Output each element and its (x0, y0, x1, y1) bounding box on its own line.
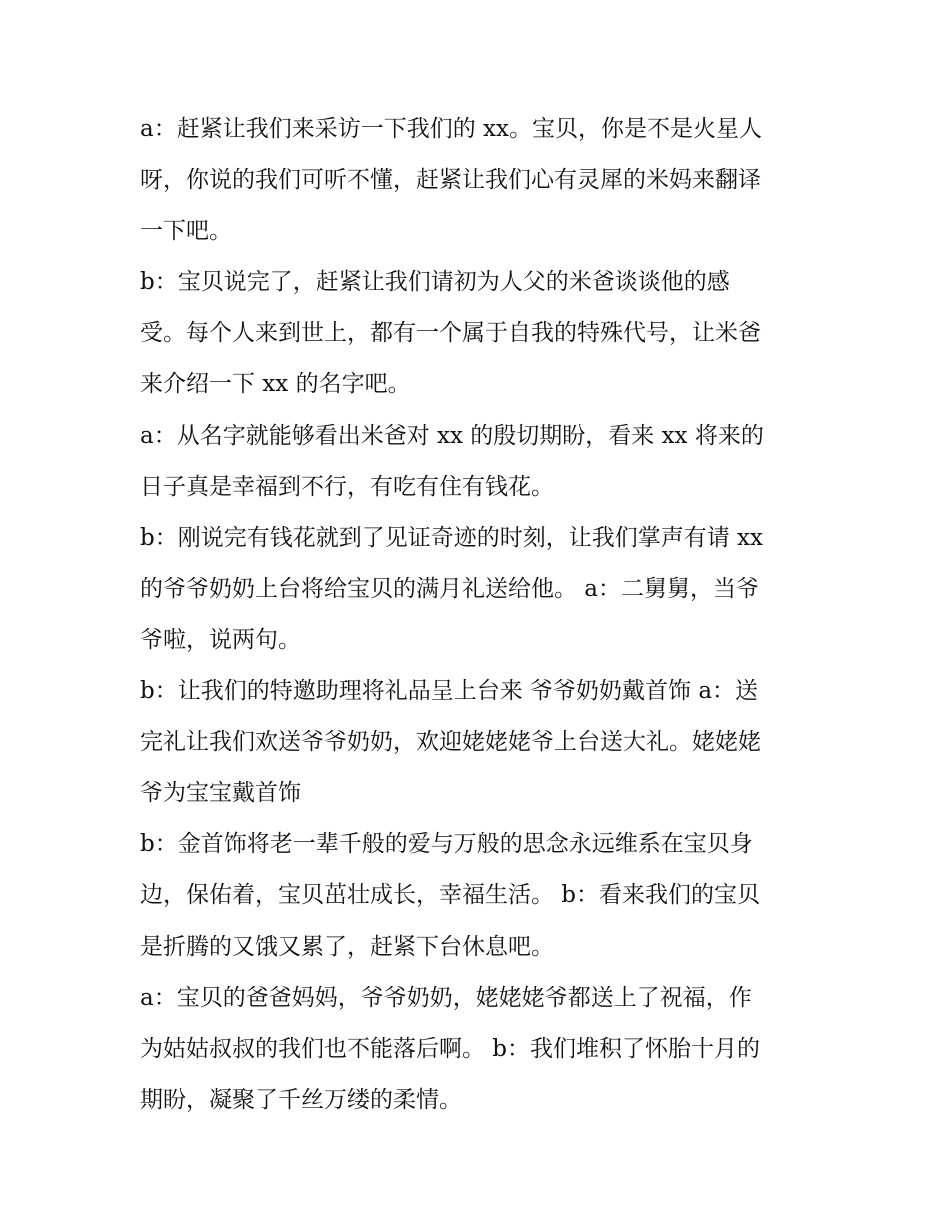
document-body (140, 104, 812, 1126)
text-line: 为姑姑叔叔的我们也不能落后啊。 b：我们堆积了怀胎十月的 (140, 1035, 761, 1062)
text-line: 的爷爷奶奶上台将给宝贝的满月礼送给他。 a：二舅舅，当爷 (140, 575, 760, 602)
text-line: b：宝贝说完了，赶紧让我们请初为人父的米爸谈谈他的感 (140, 269, 730, 296)
text-line: 一下吧。 (140, 218, 232, 245)
text-line: 爷啦，说两句。 (140, 626, 301, 653)
text-line: b：让我们的特邀助理将礼品呈上台来 爷爷奶奶戴首饰 a：送 (140, 678, 759, 705)
text-line: a：宝贝的爸爸妈妈，爷爷奶奶，姥姥姥爷都送上了祝福，作 (140, 984, 752, 1011)
text-line: 边，保佑着，宝贝茁壮成长，幸福生活。 b：看来我们的宝贝 (140, 882, 761, 909)
text-line: 呀，你说的我们可听不懂，赶紧让我们心有灵犀的米妈来翻译 (140, 167, 761, 194)
text-line: a：从名字就能够看出米爸对 xx 的殷切期盼，看来 xx 将来的 (140, 422, 764, 449)
text-line: 期盼，凝聚了千丝万缕的柔情。 (140, 1086, 462, 1113)
text-line: a：赶紧让我们来采访一下我们的 xx。宝贝，你是不是火星人 (140, 116, 762, 142)
text-line: 来介绍一下 xx 的名字吧。 (140, 371, 411, 398)
text-line: 完礼让我们欢送爷爷奶奶，欢迎姥姥姥爷上台送大礼。姥姥姥 (140, 729, 761, 756)
text-line: 受。每个人来到世上，都有一个属于自我的特殊代号，让米爸 (140, 320, 761, 347)
text-line: 是折腾的又饿又累了，赶紧下台休息吧。 (140, 933, 554, 960)
text-line: 爷为宝宝戴首饰 (140, 780, 301, 807)
text-line: b：金首饰将老一辈千般的爱与万般的思念永远维系在宝贝身 (140, 831, 753, 858)
text-line: 日子真是幸福到不行，有吃有住有钱花。 (140, 473, 554, 500)
text-line: b：刚说完有钱花就到了见证奇迹的时刻，让我们掌声有请 xx (140, 524, 763, 551)
